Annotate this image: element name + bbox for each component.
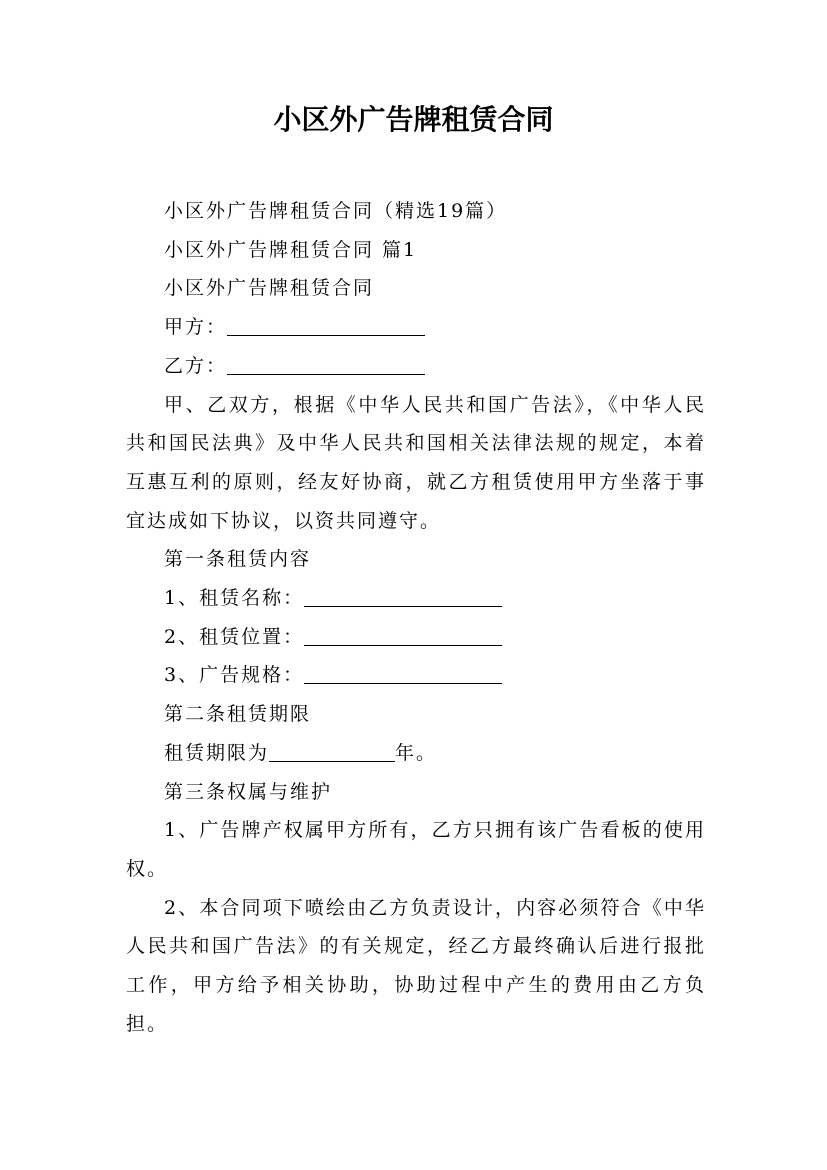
lease-term-suffix: 年。 — [395, 741, 438, 764]
article-3-item-1: 1、广告牌产权属甲方所有，乙方只拥有该广告看板的使用权。 — [126, 819, 706, 880]
article-1-item-3 — [126, 656, 706, 695]
article-2-heading: 第二条租赁期限 — [164, 703, 312, 726]
lease-name-label: 1、租赁名称： — [164, 587, 305, 610]
article-1-item-1 — [126, 579, 706, 618]
lease-location-label: 2、租赁位置： — [164, 625, 305, 648]
article-3-item-2: 2、本合同项下喷绘由乙方负责设计，内容必须符合《中华人民共和国广告法》的有关规定，经乙方最终确认后进行报批工作，甲方给予相关协助，协助过程中产生的费用由乙方负担。 — [126, 896, 706, 1035]
ad-spec-blank — [304, 661, 502, 684]
document-title: 小区外广告牌租赁合同 — [273, 103, 554, 136]
ad-spec-label: 3、广告规格： — [164, 664, 305, 687]
party-b-label: 乙方： — [164, 354, 228, 377]
party-b-line — [126, 347, 706, 386]
contract-name: 小区外广告牌租赁合同 — [164, 277, 375, 300]
intro-paragraph: 甲、乙双方，根据《中华人民共和国广告法》，《中华人民共和国民法典》及中华人民共和国相关法律法规的规定，本着互惠互利的原则，经友好协商，就乙方租赁使用甲方坐落于事宜达成如下协议，以资共同遵守。 — [126, 393, 706, 532]
article-1-heading: 第一条租赁内容 — [164, 548, 312, 571]
section-heading: 小区外广告牌租赁合同 篇1 — [164, 238, 418, 261]
party-a-blank — [227, 313, 425, 336]
document-body — [126, 192, 706, 1043]
party-b-blank — [227, 352, 425, 375]
article-2-text — [126, 734, 706, 773]
document-subtitle: 小区外广告牌租赁合同（精选19篇） — [164, 200, 508, 222]
lease-term-prefix: 租赁期限为 — [164, 741, 270, 764]
party-a-label: 甲方： — [164, 316, 228, 339]
party-a-line — [126, 308, 706, 347]
lease-name-blank — [304, 584, 502, 607]
article-3-heading: 第三条权属与维护 — [164, 780, 333, 803]
lease-location-blank — [304, 623, 502, 646]
lease-term-blank — [269, 739, 395, 762]
article-1-item-2 — [126, 618, 706, 657]
